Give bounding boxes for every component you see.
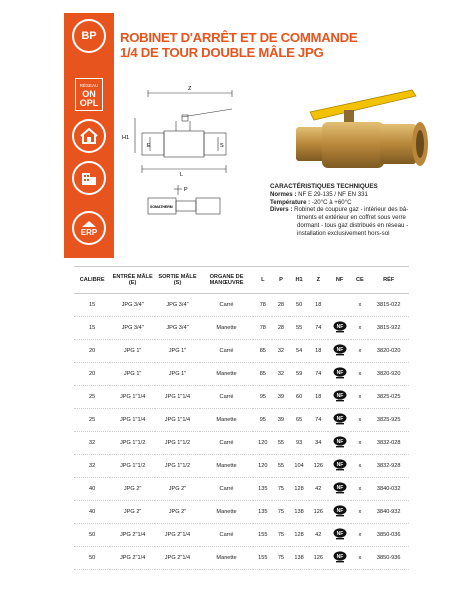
table-row (74, 409, 409, 432)
cell-ref: 3850-936 (368, 547, 409, 570)
cell-cal: 25 (74, 409, 110, 432)
svg-text:NF: NF (336, 484, 343, 491)
cell-org: Carré (200, 386, 253, 409)
cell-z: 18 (309, 294, 328, 317)
cell-s: JPG 1"1/4 (155, 386, 200, 409)
cell-e: JPG 1" (110, 363, 155, 386)
cell-p: 39 (272, 409, 289, 432)
col-nf: NF (328, 267, 351, 294)
svg-text:NF: NF (336, 415, 343, 422)
cell-h1: 138 (289, 501, 308, 524)
cell-e: JPG 1" (110, 340, 155, 363)
cell-ref: 3832-928 (368, 455, 409, 478)
col-p: P (272, 267, 289, 294)
cell-ce: x (351, 340, 368, 363)
cell-l: 135 (253, 478, 272, 501)
cell-l: 120 (253, 432, 272, 455)
cell-org: Carré (200, 478, 253, 501)
cell-org: Manette (200, 455, 253, 478)
normes-value: NF E 29-135 / NF EN 331 (298, 190, 368, 198)
cell-s: JPG 2"1/4 (155, 547, 200, 570)
cell-h1: 59 (289, 363, 308, 386)
cell-cal: 40 (74, 478, 110, 501)
svg-text:NF: NF (336, 507, 343, 514)
nf-cell (328, 501, 351, 524)
house-icon (72, 119, 106, 153)
cell-s: JPG 1"1/2 (155, 455, 200, 478)
cell-e: JPG 3/4" (110, 317, 155, 340)
cell-ref: 3815-022 (368, 294, 409, 317)
cell-cal: 50 (74, 547, 110, 570)
technical-characteristics (270, 183, 442, 238)
nf-cell (328, 432, 351, 455)
cell-e: JPG 2" (110, 478, 155, 501)
table-row (74, 386, 409, 409)
cell-cal: 20 (74, 363, 110, 386)
table-row (74, 455, 409, 478)
nf-cell (328, 386, 351, 409)
svg-text:NF: NF (336, 438, 343, 445)
cell-p: 28 (272, 294, 289, 317)
dimension-drawing (120, 85, 270, 235)
cell-e: JPG 2"1/4 (110, 547, 155, 570)
cell-p: 55 (272, 432, 289, 455)
cell-z: 126 (309, 455, 328, 478)
cell-ce: x (351, 317, 368, 340)
cell-ce: x (351, 432, 368, 455)
house-badge (70, 117, 108, 155)
cell-z: 42 (309, 478, 328, 501)
cell-z: 126 (309, 547, 328, 570)
svg-text:NF: NF (336, 553, 343, 560)
cell-ref: 3815-922 (368, 317, 409, 340)
dim-z-label: Z (188, 86, 192, 92)
building-badge (70, 159, 108, 197)
cell-ref: 3825-025 (368, 386, 409, 409)
cell-org: Carré (200, 432, 253, 455)
cell-l: 155 (253, 547, 272, 570)
divers-line: Robinet de coupure gaz - intérieur des bâ- (294, 206, 409, 214)
cell-org: Carré (200, 340, 253, 363)
cell-org: Manette (200, 317, 253, 340)
col-h1: H1 (289, 267, 308, 294)
svg-text:NF: NF (336, 461, 343, 468)
cell-l: 85 (253, 363, 272, 386)
cell-ce: x (351, 386, 368, 409)
nf-cell (328, 547, 351, 570)
cell-h1: 104 (289, 455, 308, 478)
dim-l-label: L (180, 172, 184, 178)
cell-z: 74 (309, 409, 328, 432)
divers-line: timents et extérieur en coffret sous verre (297, 214, 406, 222)
col-ref: RÉF (368, 267, 409, 294)
table-row (74, 317, 409, 340)
title-line-2: 1/4 DE TOUR DOUBLE MÂLE JPG (120, 45, 324, 60)
cell-e: JPG 2" (110, 501, 155, 524)
cell-s: JPG 3/4" (155, 317, 200, 340)
cell-z: 74 (309, 363, 328, 386)
drawing-brand-label: SOMATHERM (150, 205, 173, 209)
cell-cal: 25 (74, 386, 110, 409)
cell-ce: x (351, 455, 368, 478)
nf-cell (328, 409, 351, 432)
cell-h1: 54 (289, 340, 308, 363)
cell-l: 155 (253, 524, 272, 547)
nf-certification-icon (333, 551, 347, 563)
cell-h1: 128 (289, 524, 308, 547)
cell-p: 75 (272, 478, 289, 501)
cell-p: 28 (272, 317, 289, 340)
category-sidebar (64, 13, 114, 258)
cell-s: JPG 1" (155, 363, 200, 386)
nf-cell (328, 340, 351, 363)
cell-z: 42 (309, 524, 328, 547)
nf-certification-icon (333, 505, 347, 517)
cell-s: JPG 1"1/4 (155, 409, 200, 432)
cell-s: JPG 2"1/4 (155, 524, 200, 547)
cell-ref: 3820-920 (368, 363, 409, 386)
cell-l: 95 (253, 386, 272, 409)
cell-org: Manette (200, 363, 253, 386)
nf-cell (328, 294, 351, 317)
characteristics-heading: CARACTÉRISTIQUES TECHNIQUES (270, 183, 378, 190)
cell-s: JPG 2" (155, 478, 200, 501)
temperature-value: -20°C à +60°C (311, 198, 352, 206)
table-row (74, 478, 409, 501)
col-entree: ENTRÉE MÂLE (E) (110, 267, 155, 294)
normes-label: Normes : (270, 190, 297, 198)
cell-ref: 3832-028 (368, 432, 409, 455)
erp-icon: ERP (72, 211, 106, 245)
table-row (74, 501, 409, 524)
cell-cal: 32 (74, 455, 110, 478)
nf-certification-icon (333, 459, 347, 471)
cell-e: JPG 1"1/4 (110, 409, 155, 432)
cell-l: 95 (253, 409, 272, 432)
nf-cell (328, 363, 351, 386)
nf-cell (328, 455, 351, 478)
cell-s: JPG 1" (155, 340, 200, 363)
table-row (74, 363, 409, 386)
table-row (74, 432, 409, 455)
cell-p: 75 (272, 501, 289, 524)
cell-org: Manette (200, 547, 253, 570)
building-icon (72, 161, 106, 195)
temperature-label: Température : (270, 198, 311, 206)
nf-certification-icon (333, 321, 347, 333)
table-row (74, 294, 409, 317)
col-ce: CE (351, 267, 368, 294)
cell-e: JPG 1"1/4 (110, 386, 155, 409)
cell-ref: 3820-020 (368, 340, 409, 363)
product-title (120, 30, 357, 60)
cell-cal: 15 (74, 317, 110, 340)
svg-text:NF: NF (336, 392, 343, 399)
cell-p: 39 (272, 386, 289, 409)
gas-network-icon: RÉSEAU ON OPL (75, 78, 104, 111)
erp-badge (70, 209, 108, 247)
nf-certification-icon (333, 436, 347, 448)
cell-h1: 50 (289, 294, 308, 317)
table-row (74, 340, 409, 363)
cell-cal: 32 (74, 432, 110, 455)
cell-p: 75 (272, 524, 289, 547)
nf-certification-icon (333, 390, 347, 402)
cell-ce: x (351, 363, 368, 386)
nf-certification-icon (333, 528, 347, 540)
cell-h1: 60 (289, 386, 308, 409)
nf-certification-icon (333, 482, 347, 494)
valve-photo (292, 82, 432, 177)
specifications-table (74, 266, 409, 570)
cell-ref: 3840-932 (368, 501, 409, 524)
cell-e: JPG 1"1/2 (110, 432, 155, 455)
cell-org: Manette (200, 409, 253, 432)
cell-cal: 20 (74, 340, 110, 363)
cell-p: 55 (272, 455, 289, 478)
cell-org: Manette (200, 501, 253, 524)
cell-org: Carré (200, 294, 253, 317)
cell-z: 126 (309, 501, 328, 524)
cell-h1: 55 (289, 317, 308, 340)
cell-ref: 3840-032 (368, 478, 409, 501)
dim-h1-label: H1 (122, 135, 130, 141)
divers-line: dormant - tous gaz distribués en réseau - (297, 221, 409, 229)
cell-h1: 65 (289, 409, 308, 432)
col-sortie: SORTIE MÂLE (S) (155, 267, 200, 294)
cell-cal: 40 (74, 501, 110, 524)
cell-ce: x (351, 409, 368, 432)
col-l: L (253, 267, 272, 294)
dim-e-label: E (147, 143, 151, 149)
cell-s: JPG 2" (155, 501, 200, 524)
cell-ref: 3825-925 (368, 409, 409, 432)
cell-p: 32 (272, 363, 289, 386)
cell-z: 74 (309, 317, 328, 340)
cell-h1: 128 (289, 478, 308, 501)
table-row (74, 524, 409, 547)
cell-ref: 3850-036 (368, 524, 409, 547)
svg-text:NF: NF (336, 323, 343, 330)
divers-label: Divers : (270, 206, 293, 214)
cell-l: 78 (253, 294, 272, 317)
nf-certification-icon (333, 413, 347, 425)
col-calibre: CALIBRE (74, 267, 110, 294)
cell-p: 32 (272, 340, 289, 363)
nf-certification-icon (333, 367, 347, 379)
cell-p: 75 (272, 547, 289, 570)
divers-line: installation exclusivement hors-sol (297, 229, 390, 237)
cell-l: 78 (253, 317, 272, 340)
cell-e: JPG 1"1/2 (110, 455, 155, 478)
gas-network-badge (70, 75, 108, 113)
cell-org: Carré (200, 524, 253, 547)
cell-s: JPG 1"1/2 (155, 432, 200, 455)
cell-z: 18 (309, 340, 328, 363)
cell-h1: 138 (289, 547, 308, 570)
cell-z: 34 (309, 432, 328, 455)
cell-cal: 50 (74, 524, 110, 547)
table-header-row (74, 267, 409, 294)
col-organe: ORGANE DE MANŒUVRE (200, 267, 253, 294)
cell-ce: x (351, 547, 368, 570)
cell-cal: 15 (74, 294, 110, 317)
cell-z: 18 (309, 386, 328, 409)
bp-icon: BP (72, 19, 106, 53)
cell-ce: x (351, 294, 368, 317)
svg-text:NF: NF (336, 530, 343, 537)
cell-l: 135 (253, 501, 272, 524)
dim-p-label: P (184, 187, 188, 193)
col-z: Z (309, 267, 328, 294)
dim-s-label: S (220, 143, 224, 149)
cell-e: JPG 2"1/4 (110, 524, 155, 547)
cell-ce: x (351, 478, 368, 501)
nf-cell (328, 478, 351, 501)
cell-ce: x (351, 524, 368, 547)
svg-text:NF: NF (336, 346, 343, 353)
bp-badge (70, 17, 108, 55)
nf-cell (328, 317, 351, 340)
nf-cell (328, 524, 351, 547)
svg-text:NF: NF (336, 369, 343, 376)
title-line-1: ROBINET D'ARRÊT ET DE COMMANDE (120, 30, 358, 45)
cell-l: 85 (253, 340, 272, 363)
cell-ce: x (351, 501, 368, 524)
cell-e: JPG 3/4" (110, 294, 155, 317)
cell-s: JPG 3/4" (155, 294, 200, 317)
nf-certification-icon (333, 344, 347, 356)
cell-l: 120 (253, 455, 272, 478)
table-row (74, 547, 409, 570)
cell-h1: 93 (289, 432, 308, 455)
